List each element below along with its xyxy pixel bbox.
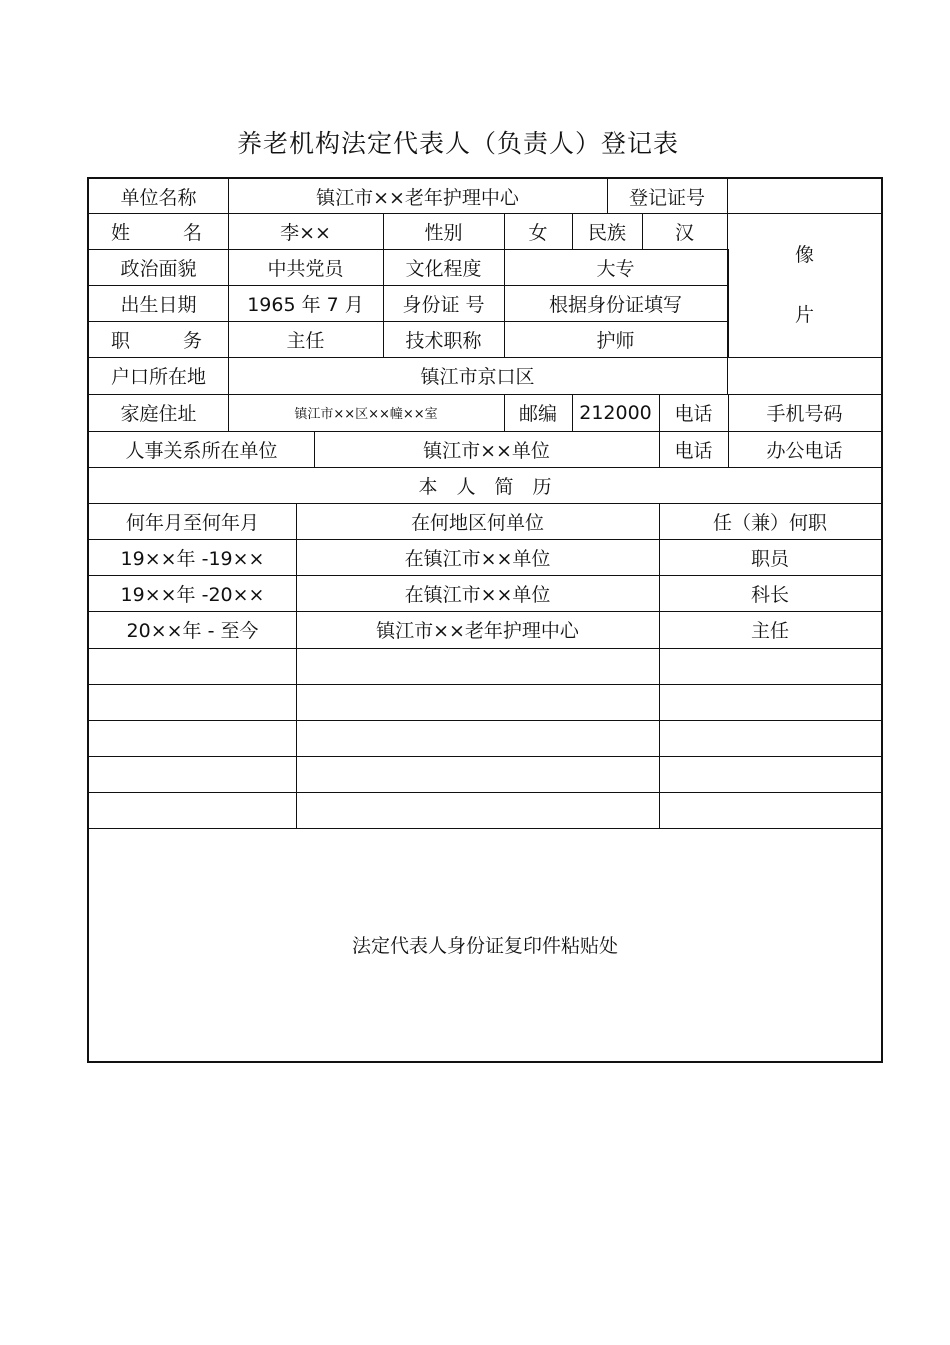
resume-row-role[interactable]: 科长 bbox=[750, 583, 789, 606]
id-copy-area[interactable]: 法定代表人身份证复印件粘贴处 bbox=[351, 935, 618, 957]
resume-row-role[interactable] bbox=[659, 756, 881, 792]
resume-row-period[interactable] bbox=[89, 648, 296, 684]
political-field[interactable]: 中共党员 bbox=[267, 257, 344, 280]
postcode-label: 邮编 bbox=[518, 403, 557, 425]
ethnicity-field[interactable]: 汉 bbox=[674, 221, 694, 244]
birth-field[interactable]: 1965 年 7 月 bbox=[247, 293, 364, 316]
hr-unit-field[interactable]: 镇江市××单位 bbox=[423, 439, 550, 462]
hukou-field[interactable]: 镇江市京口区 bbox=[420, 366, 535, 388]
reg-no-label: 登记证号 bbox=[628, 186, 705, 209]
resume-row-role[interactable] bbox=[659, 792, 881, 828]
tech-title-label: 技术职称 bbox=[405, 329, 482, 352]
tech-title-field[interactable]: 护师 bbox=[596, 329, 635, 352]
education-field[interactable]: 大专 bbox=[596, 257, 635, 280]
resume-row-period[interactable]: 20××年 - 至今 bbox=[126, 620, 259, 642]
unit-name-field[interactable]: 镇江市××老年护理中心 bbox=[316, 186, 519, 209]
home-addr-field[interactable]: 镇江市××区××幢××室 bbox=[294, 407, 438, 422]
birth-label: 出生日期 bbox=[120, 293, 197, 316]
resume-row-unit[interactable]: 在镇江市××单位 bbox=[404, 547, 551, 570]
resume-heading: 本 人 简 历 bbox=[418, 475, 552, 498]
phone-label: 电话 bbox=[674, 403, 713, 425]
postcode-field[interactable]: 212000 bbox=[579, 401, 652, 424]
resume-row-period[interactable]: 19××年 -20×× bbox=[120, 583, 265, 606]
id-no-field[interactable]: 根据身份证填写 bbox=[548, 293, 682, 316]
photo-label-a: 像 bbox=[794, 244, 814, 266]
phone-field[interactable]: 手机号码 bbox=[766, 403, 843, 425]
ethnicity-label: 民族 bbox=[587, 221, 626, 244]
phone2-label: 电话 bbox=[674, 439, 713, 462]
resume-row-role[interactable] bbox=[659, 720, 881, 756]
resume-row-unit[interactable] bbox=[296, 792, 659, 828]
resume-row-role[interactable]: 职员 bbox=[750, 547, 789, 570]
home-addr-label: 家庭住址 bbox=[120, 403, 197, 425]
resume-col-role: 任（兼）何职 bbox=[712, 511, 827, 534]
resume-row-role[interactable]: 主任 bbox=[750, 620, 789, 642]
resume-row-role[interactable] bbox=[659, 684, 881, 720]
photo-label-b: 片 bbox=[794, 304, 814, 326]
position-label-a: 职 bbox=[111, 329, 131, 352]
resume-row-unit[interactable] bbox=[296, 684, 659, 720]
political-label: 政治面貌 bbox=[120, 257, 197, 280]
name-field[interactable]: 李×× bbox=[280, 221, 331, 244]
resume-row-unit[interactable]: 在镇江市××单位 bbox=[404, 583, 551, 606]
name-label-b: 名 bbox=[182, 221, 202, 244]
resume-col-unit: 在何地区何单位 bbox=[410, 511, 544, 534]
gender-field[interactable]: 女 bbox=[528, 221, 548, 244]
resume-row-unit[interactable] bbox=[296, 720, 659, 756]
photo-area[interactable] bbox=[728, 213, 881, 357]
position-label bbox=[89, 321, 228, 357]
registration-form bbox=[87, 177, 883, 1063]
id-no-label: 身份证 号 bbox=[402, 293, 485, 316]
unit-name-label: 单位名称 bbox=[120, 186, 197, 209]
gender-label: 性别 bbox=[424, 221, 463, 244]
page-title: 养老机构法定代表人（负责人）登记表 bbox=[236, 129, 679, 158]
resume-row-period[interactable] bbox=[89, 756, 296, 792]
position-field[interactable]: 主任 bbox=[286, 329, 325, 352]
name-label bbox=[89, 213, 228, 249]
resume-row-period[interactable] bbox=[89, 720, 296, 756]
name-label-a: 姓 bbox=[111, 221, 131, 244]
position-label-b: 务 bbox=[182, 329, 202, 352]
resume-row-unit[interactable] bbox=[296, 648, 659, 684]
hukou-label: 户口所在地 bbox=[110, 366, 206, 388]
resume-row-unit[interactable]: 镇江市××老年护理中心 bbox=[376, 620, 579, 642]
phone2-field[interactable]: 办公电话 bbox=[766, 439, 843, 462]
reg-no-field[interactable] bbox=[727, 179, 881, 213]
hr-unit-label: 人事关系所在单位 bbox=[125, 439, 278, 462]
resume-col-period: 何年月至何年月 bbox=[125, 511, 259, 534]
resume-row-period[interactable] bbox=[89, 792, 296, 828]
resume-row-role[interactable] bbox=[659, 648, 881, 684]
resume-row-period[interactable]: 19××年 -19×× bbox=[120, 547, 265, 570]
education-label: 文化程度 bbox=[405, 257, 482, 280]
resume-row-period[interactable] bbox=[89, 684, 296, 720]
resume-row-unit[interactable] bbox=[296, 756, 659, 792]
